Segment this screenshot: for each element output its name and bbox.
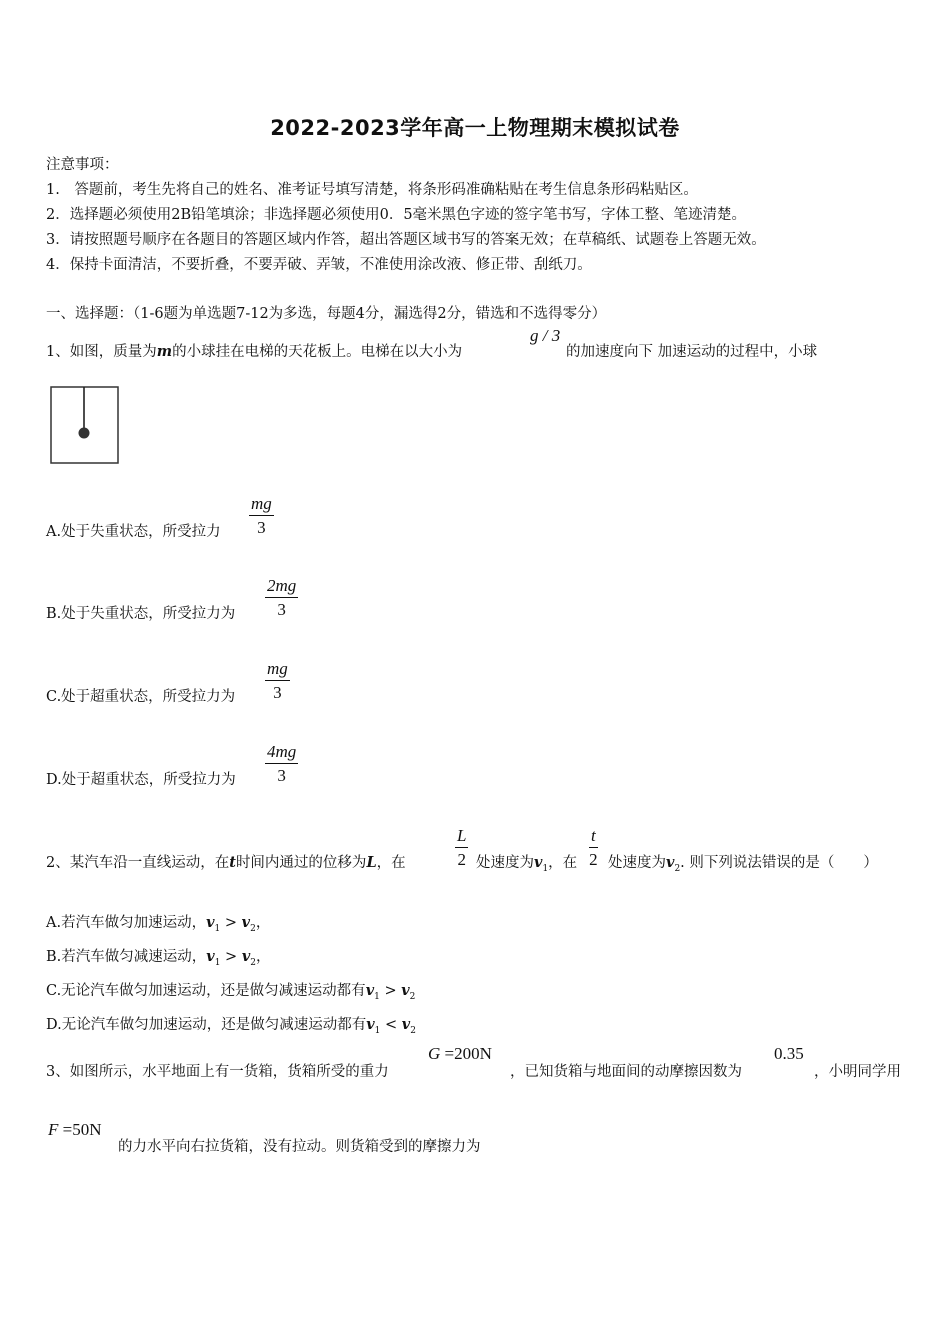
notice-item-3: 3．请按照题号顺序在各题目的答题区域内作答，超出答题区域书写的答案无效；在草稿纸、试题卷上答题无效。 bbox=[46, 232, 766, 248]
notice-heading: 注意事项： bbox=[46, 157, 119, 173]
friction-coefficient: 0.35 bbox=[774, 1044, 804, 1063]
section-heading: 一、选择题：（1-6题为单选题7-12为多选，每题4分，漏选得2分，错选和不选得零分） bbox=[46, 306, 607, 322]
elevator-ball-figure bbox=[50, 386, 119, 464]
q2-fraction-L-over-2: L 2 bbox=[457, 826, 467, 869]
q1-option-d-fraction: 4mg 3 bbox=[267, 742, 297, 785]
force-value: F =50N bbox=[48, 1120, 102, 1139]
var-m: m bbox=[156, 343, 173, 360]
question-2-stem-b: 处速度为$v_1$，在 bbox=[476, 854, 578, 874]
page-title: 2022-2023学年高一上物理期末模拟试卷 bbox=[270, 116, 680, 140]
q2-option-a: A.若汽车做匀加速运动，$v_1 > v_2$， bbox=[46, 914, 271, 934]
q1-option-c-fraction: mg 3 bbox=[267, 659, 288, 702]
q1-option-c: C.处于超重状态，所受拉力为 bbox=[46, 689, 236, 705]
q1-option-d: D.处于超重状态，所受拉力为 bbox=[46, 772, 236, 788]
question-3-stem-c: ，小明同学用 bbox=[814, 1064, 901, 1080]
q1-option-b-fraction: 2mg 3 bbox=[267, 576, 297, 619]
accel-value: g / 3 bbox=[530, 326, 561, 345]
q1-option-a: A.处于失重状态，所受拉力 bbox=[46, 524, 221, 540]
q1-option-b: B.处于失重状态，所受拉力为 bbox=[46, 606, 236, 622]
notice-item-2: 2．选择题必须使用2B铅笔填涂；非选择题必须使用0．5毫米黑色字迹的签字笔书写，字体工整、笔迹清楚。 bbox=[46, 207, 747, 223]
question-1-stem-end: 的加速度向下 加速运动的过程中，小球 bbox=[566, 344, 818, 360]
question-2-stem-c: 处速度为$v_2$. 则下列说法错误的是（ ） bbox=[608, 854, 878, 874]
notice-item-1: 1. 答题前，考生先将自己的姓名、准考证号填写清楚，将条形码准确粘贴在考生信息条形码粘贴区。 bbox=[46, 182, 698, 198]
q2-option-b: B.若汽车做匀减速运动，$v_1 > v_2$， bbox=[46, 948, 271, 968]
q2-fraction-t-over-2: t 2 bbox=[589, 826, 598, 869]
q2-option-c: C.无论汽车做匀加速运动，还是做匀减速运动都有$v_1 > v_2$ bbox=[46, 982, 416, 1002]
ball bbox=[79, 428, 90, 439]
gravity-value: G =200N bbox=[428, 1044, 492, 1063]
notice-item-4: 4．保持卡面清洁，不要折叠，不要弄破、弄皱，不准使用涂改液、修正带、刮纸刀。 bbox=[46, 257, 592, 273]
q2-option-d: D.无论汽车做匀加速运动，还是做匀减速运动都有$v_1 < v_2$ bbox=[46, 1016, 416, 1036]
question-3-stem-d: 的力水平向右拉货箱，没有拉动。则货箱受到的摩擦力为 bbox=[118, 1139, 481, 1155]
q1-option-a-fraction: mg 3 bbox=[251, 494, 272, 537]
question-3-stem-a: 3、如图所示，水平地面上有一货箱，货箱所受的重力 bbox=[46, 1064, 389, 1080]
question-3-stem-b: ，已知货箱与地面间的动摩擦因数为 bbox=[510, 1064, 742, 1080]
question-2-stem-a: 2、某汽车沿一直线运动，在t时间内通过的位移为L，在 bbox=[46, 854, 406, 871]
question-1-stem: 1、如图，质量为m的小球挂在电梯的天花板上。电梯在以大小为 bbox=[46, 343, 463, 360]
